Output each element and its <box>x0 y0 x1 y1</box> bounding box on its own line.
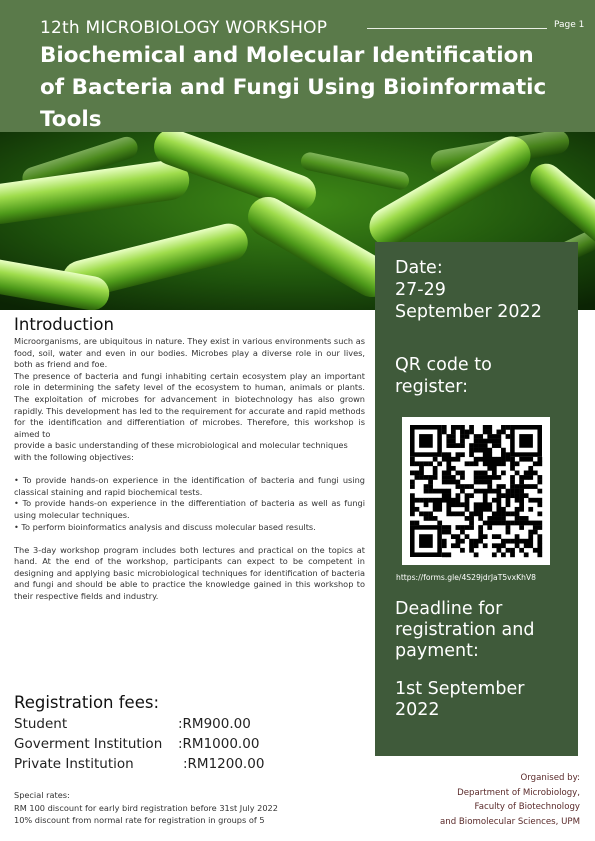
title-line: Biochemical and Molecular Identification <box>40 43 534 68</box>
special-rate-line: 10% discount from normal rate for registration in groups of 5 <box>14 815 265 826</box>
intro-paragraph: Microorganisms, are ubiquitous in nature. They exist in various environments such as food, soil, water and even in our bodies. Microbes play a diverse role in our lives, both as friend and foe. <box>14 336 365 370</box>
deadline-date <box>395 679 524 721</box>
fee-label: Student <box>14 716 68 732</box>
intro-paragraph: provide a basic understanding of these microbiological and molecular techniques with the following objectives: <box>14 440 348 462</box>
qr-code-graphic <box>402 417 550 565</box>
organiser-line: Organised by: <box>520 773 580 783</box>
main-title <box>40 40 585 136</box>
date-days: 27-29 <box>395 280 446 300</box>
deadline-line: payment: <box>395 641 479 661</box>
intro-paragraph: The presence of bacteria and fungi inhabiting certain ecosystem play an important role in determining the safety level of the ecosystem to human, animals or plants. The exploitation of microbes for advancement in biotechnology has also grown rapidly. This development has led to the requirement for accurate and rapid methods for the identification and differentiation of microbes. Therefore, this workshop is aimed to <box>14 370 365 439</box>
objective-item: • To provide hands-on experience in the differentiation of bacteria as well as fungi using molecular techniques. <box>14 498 365 520</box>
qr-heading-line: QR code to <box>395 355 492 375</box>
event-info-panel <box>375 242 578 756</box>
deadline-line: registration and <box>395 620 535 640</box>
deadline-date-line: 2022 <box>395 700 440 720</box>
workshop-label: 12th MICROBIOLOGY WORKSHOP <box>40 18 328 38</box>
qr-heading-line: register: <box>395 377 469 397</box>
title-line: of Bacteria and Fungi Using Bioinformatic <box>40 75 547 100</box>
fee-row-private <box>14 756 265 772</box>
intro-paragraph: The 3-day workshop program includes both lectures and practical on the topics at hand. At the end of the workshop, participants can expect to be competent in designing and applying basic microbiological techniques for identification of bacteria and fungi and should be able to practice the knowledge gained in this workshop to their respective fields and industry. <box>14 544 365 602</box>
deadline-date-line: 1st September <box>395 679 525 699</box>
fee-price: :RM900.00 <box>178 716 251 732</box>
special-rate-line: RM 100 discount for early bird registration before 31st July 2022 <box>14 802 278 813</box>
introduction-body <box>14 336 365 603</box>
fee-row-government <box>14 736 260 752</box>
page-number: Page 1 <box>554 20 585 30</box>
date-month: September 2022 <box>395 302 542 322</box>
header-divider <box>367 28 547 29</box>
organiser-block <box>440 771 580 829</box>
objective-item: • To perform bioinformatics analysis and discuss molecular based results. <box>14 521 316 532</box>
registration-qr-code[interactable] <box>402 417 550 565</box>
organiser-line: Faculty of Biotechnology <box>474 802 580 813</box>
qr-heading <box>395 354 492 398</box>
special-rates <box>14 789 278 827</box>
event-date <box>395 257 542 323</box>
fee-label: Private Institution <box>14 756 134 772</box>
registration-url[interactable]: https://forms.gle/4S29jdrJaT5vxKhV8 <box>396 573 536 582</box>
introduction-heading: Introduction <box>14 315 114 334</box>
registration-fees-heading: Registration fees: <box>14 693 160 712</box>
fee-row-student <box>14 716 251 732</box>
special-rates-heading: Special rates: <box>14 790 70 800</box>
title-line: Tools <box>40 107 102 132</box>
objective-item: • To provide hands-on experience in the identification of bacteria and fungi using classical staining and rapid biochemical tests. <box>14 475 365 497</box>
date-label: Date: <box>395 258 443 278</box>
organiser-line: Department of Microbiology, <box>457 787 580 798</box>
fee-price: :RM1000.00 <box>178 736 260 752</box>
deadline-line: Deadline for <box>395 599 503 619</box>
deadline-heading <box>395 599 534 662</box>
organiser-line: and Biomolecular Sciences, UPM <box>440 816 580 827</box>
fee-price: :RM1200.00 <box>183 756 265 772</box>
header-banner <box>0 0 595 132</box>
fee-label: Goverment Institution <box>14 736 163 752</box>
